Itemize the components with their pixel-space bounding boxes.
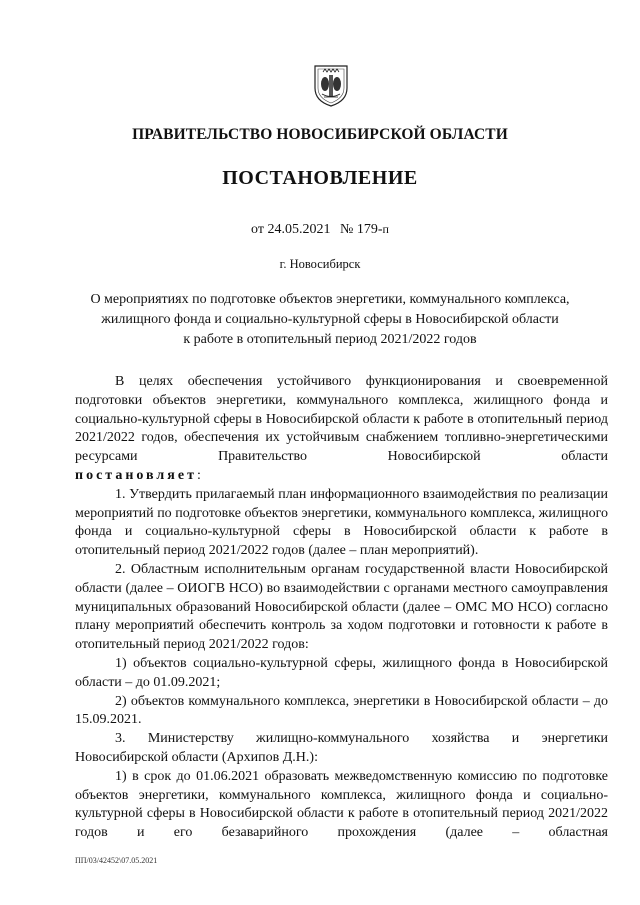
decree-line xyxy=(75,467,608,486)
number-suffix: п xyxy=(382,222,389,236)
item-3-paragraph: 3. Министерству жилищно-коммунального хозяйства и энергетики Новосибирской области (Архипов Д.Н.): xyxy=(75,731,608,765)
document-date: 24.05.2021 xyxy=(267,222,331,237)
subject-line: к работе в отопительный период 2021/2022 годов xyxy=(183,332,477,347)
date-number-line xyxy=(0,222,640,238)
item-2-2-paragraph: 2) объектов коммунального комплекса, энергетики в Новосибирской области – до 15.09.2021. xyxy=(75,693,608,728)
document-number: 179- xyxy=(356,222,383,237)
number-prefix: № xyxy=(339,222,354,237)
document-code: ПП/03/42452\07.05.2021 xyxy=(75,856,158,865)
city: г. Новосибирск xyxy=(279,257,361,271)
date-prefix: от xyxy=(251,222,264,237)
subject-line: жилищного фонда и социально-культурной сферы в Новосибирской области xyxy=(101,312,559,327)
organization-title: ПРАВИТЕЛЬСТВО НОВОСИБИРСКОЙ ОБЛАСТИ xyxy=(132,126,508,143)
item-1-paragraph: 1. Утвердить прилагаемый план информационного взаимодействия по реализации мероприятий по подготовке объектов энергетики, коммунального комплекса, жилищного фонда и социально-культурной сферы в Новосибирской области к работе в отопительный период 2021/2022 годов (далее – план мероприятий). xyxy=(75,486,608,559)
document-type: ПОСТАНОВЛЕНИЕ xyxy=(222,167,418,189)
preamble-text: В целях обеспечения устойчивого функционирования и своевременной подготовки объектов энергетики, коммунального комплекса, жилищного фонда и социально-культурной сферы в Новосибирской области к работе в отопительный период 2021/2022 годов, обеспечения их устойчивым снабжением топливно-энергетическими ресурсами Правительство Новосибирской области xyxy=(75,374,608,465)
subject-line: О мероприятиях по подготовке объектов энергетики, коммунального комплекса, xyxy=(90,292,570,307)
decree-word: постановляет xyxy=(75,467,197,483)
item-2-paragraph: 2. Областным исполнительным органам государственной власти Новосибирской области (далее – ОИОГВ НСО) во взаимодействии с органами местного самоуправления муниципальных образований Новосибирской области (далее – ОМС МО НСО) согласно плану мероприятий обеспечить контроль за ходом подготовки и готовности к работе в отопительный период 2021/2022 годов: xyxy=(75,561,608,653)
document-body xyxy=(75,373,608,843)
item-3-1-paragraph: 1) в срок до 01.06.2021 образовать межведомственную комиссию по подготовке объектов энергетики, коммунального комплекса, жилищного фонда и социально-культурной сферы в Новосибирской области к работе в отопительный период 2021/2022 годов и его безаварийного прохождения (далее – областная xyxy=(75,768,608,841)
preamble-paragraph xyxy=(75,373,608,467)
document-subject xyxy=(60,290,600,350)
coat-of-arms-icon xyxy=(312,62,350,108)
item-2-1-paragraph: 1) объектов социально-культурной сферы, жилищного фонда в Новосибирской области – до 01.09.2021; xyxy=(75,655,608,690)
decree-colon: : xyxy=(196,467,201,483)
